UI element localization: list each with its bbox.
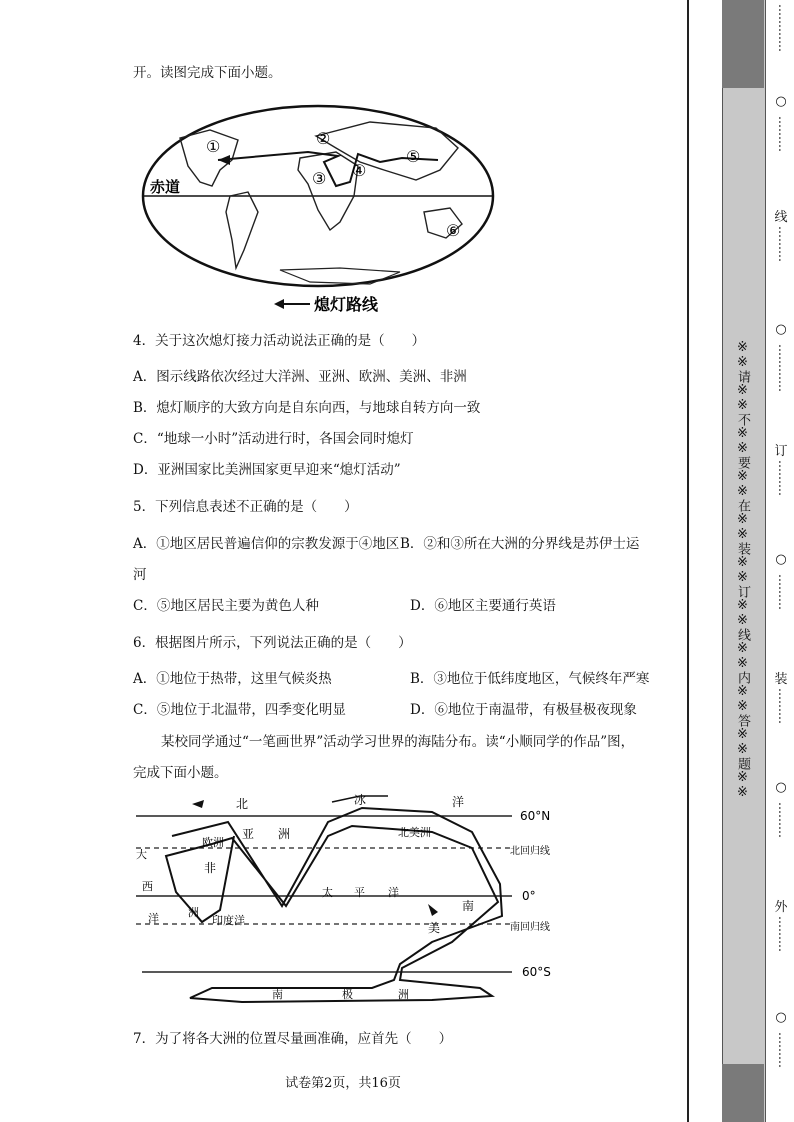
q5-option-b: B．②和③所在大洲的分界线是苏伊士运 [400, 536, 640, 552]
tropic-cancer-label: 北回归线 [510, 846, 550, 857]
hand-label-fei: 非 [204, 861, 217, 875]
q6-option-b: B．③地位于低纬度地区，气候终年严寒 [410, 671, 650, 687]
q6-option-d: D．⑥地位于南温带，有极昼极夜现象 [410, 702, 637, 718]
equator-0-label: 0° [522, 889, 536, 903]
binding-strip-bottom-block [722, 1064, 764, 1122]
hand-label-ouzhou: 欧洲 [202, 836, 224, 849]
map1-label-2: ② [316, 129, 331, 148]
cut-line-column: ………… ○ ……… 线 ……… ○ ………… 订 ……… ○ ……… 装 ……… ○ ……… 外 ……… ○ ……… [772, 0, 790, 1122]
tropic-capricorn-label: 南回归线 [510, 922, 550, 933]
hand-label-da: 大 [136, 848, 147, 861]
map1-label-3: ③ [312, 169, 327, 188]
hand-label-beimeizhou: 北美洲 [398, 826, 431, 839]
q5-option-c: C．⑤地区居民主要为黄色人种 [133, 598, 319, 614]
intro-line: 开。读图完成下面小题。 [133, 65, 282, 81]
map1-label-4: ④ [352, 161, 367, 180]
hand-label-yang-3: 洋 [388, 886, 399, 899]
hand-label-ping: 平 [354, 886, 365, 899]
hand-label-zhou-2: 洲 [188, 906, 199, 919]
one-stroke-map-figure [132, 792, 572, 1014]
q5-option-d: D．⑥地区主要通行英语 [410, 598, 556, 614]
hand-label-tai: 太 [322, 886, 333, 899]
q5-stem: 5．下列信息表述不正确的是（ ） [133, 499, 358, 515]
hand-label-bing: 冰 [354, 793, 367, 807]
binding-border [687, 0, 689, 1122]
page-footer: 试卷第2页，共16页 [285, 1076, 401, 1091]
map1-label-1: ① [206, 137, 221, 156]
q4-option-c: C．“地球一小时”活动进行时，各国会同时熄灯 [133, 431, 414, 447]
q4-option-a: A．图示线路依次经过大洋洲、亚洲、欧洲、美洲、非洲 [133, 369, 467, 385]
cut-marker-xian: 线 [774, 210, 788, 225]
map1-label-6: ⑥ [446, 221, 461, 240]
hand-label-zhou: 洲 [278, 827, 291, 841]
cut-marker-ding: 订 [774, 444, 788, 459]
equator-label: 赤道 [150, 178, 181, 196]
q6-stem: 6．根据图片所示，下列说法正确的是（ ） [133, 635, 412, 651]
hand-label-ji: 极 [342, 988, 353, 1001]
passage-line-1: 某校同学通过“一笔画世界”活动学习世界的海陆分布。读“小顺同学的作品”图， [161, 734, 635, 750]
q5-option-b-cont: 河 [133, 567, 147, 583]
q6-option-a: A．①地位于热带，这里气候炎热 [133, 671, 332, 687]
q7-stem: 7．为了将各大洲的位置尽量画准确，应首先（ ） [133, 1031, 453, 1047]
route-legend-label: 熄灯路线 [314, 295, 379, 314]
hand-label-bei: 北 [236, 797, 249, 811]
world-map-figure [140, 100, 502, 322]
q5-option-a: A．①地区居民普遍信仰的宗教发源于④地区 [133, 536, 400, 552]
passage-line-2: 完成下面小题。 [133, 765, 228, 781]
q4-option-b: B．熄灯顺序的大致方向是自东向西，与地球自转方向一致 [133, 400, 481, 416]
cut-marker-wai: 外 [774, 900, 788, 915]
hand-label-xi: 西 [142, 880, 153, 893]
q6-option-c: C．⑤地位于北温带，四季变化明显 [133, 702, 346, 718]
q4-option-d: D．亚洲国家比美洲国家更早迎来“熄灯活动” [133, 462, 401, 478]
hand-label-yang: 洋 [452, 795, 465, 809]
hand-label-nan-2: 南 [272, 988, 283, 1001]
hand-label-ya: 亚 [242, 827, 255, 841]
q4-stem: 4．关于这次熄灯接力活动说法正确的是（ ） [133, 333, 426, 349]
hand-label-nan: 南 [462, 899, 475, 913]
lat-60s-label: 60°S [522, 965, 551, 979]
hand-label-yinduyang: 印度洋 [212, 914, 245, 927]
hand-label-mei: 美 [428, 921, 441, 935]
hand-label-yang-2: 洋 [148, 912, 159, 925]
cut-marker-zhuang: 装 [774, 672, 788, 687]
map1-label-5: ⑤ [406, 147, 421, 166]
hand-label-zhou-3: 洲 [398, 988, 409, 1001]
lat-60n-label: 60°N [520, 809, 551, 823]
binding-notice: ※※请※※不※※要※※在※※装※※订※※线※※内※※答※※题※※ [735, 340, 750, 800]
binding-strip-top-block [722, 0, 764, 88]
